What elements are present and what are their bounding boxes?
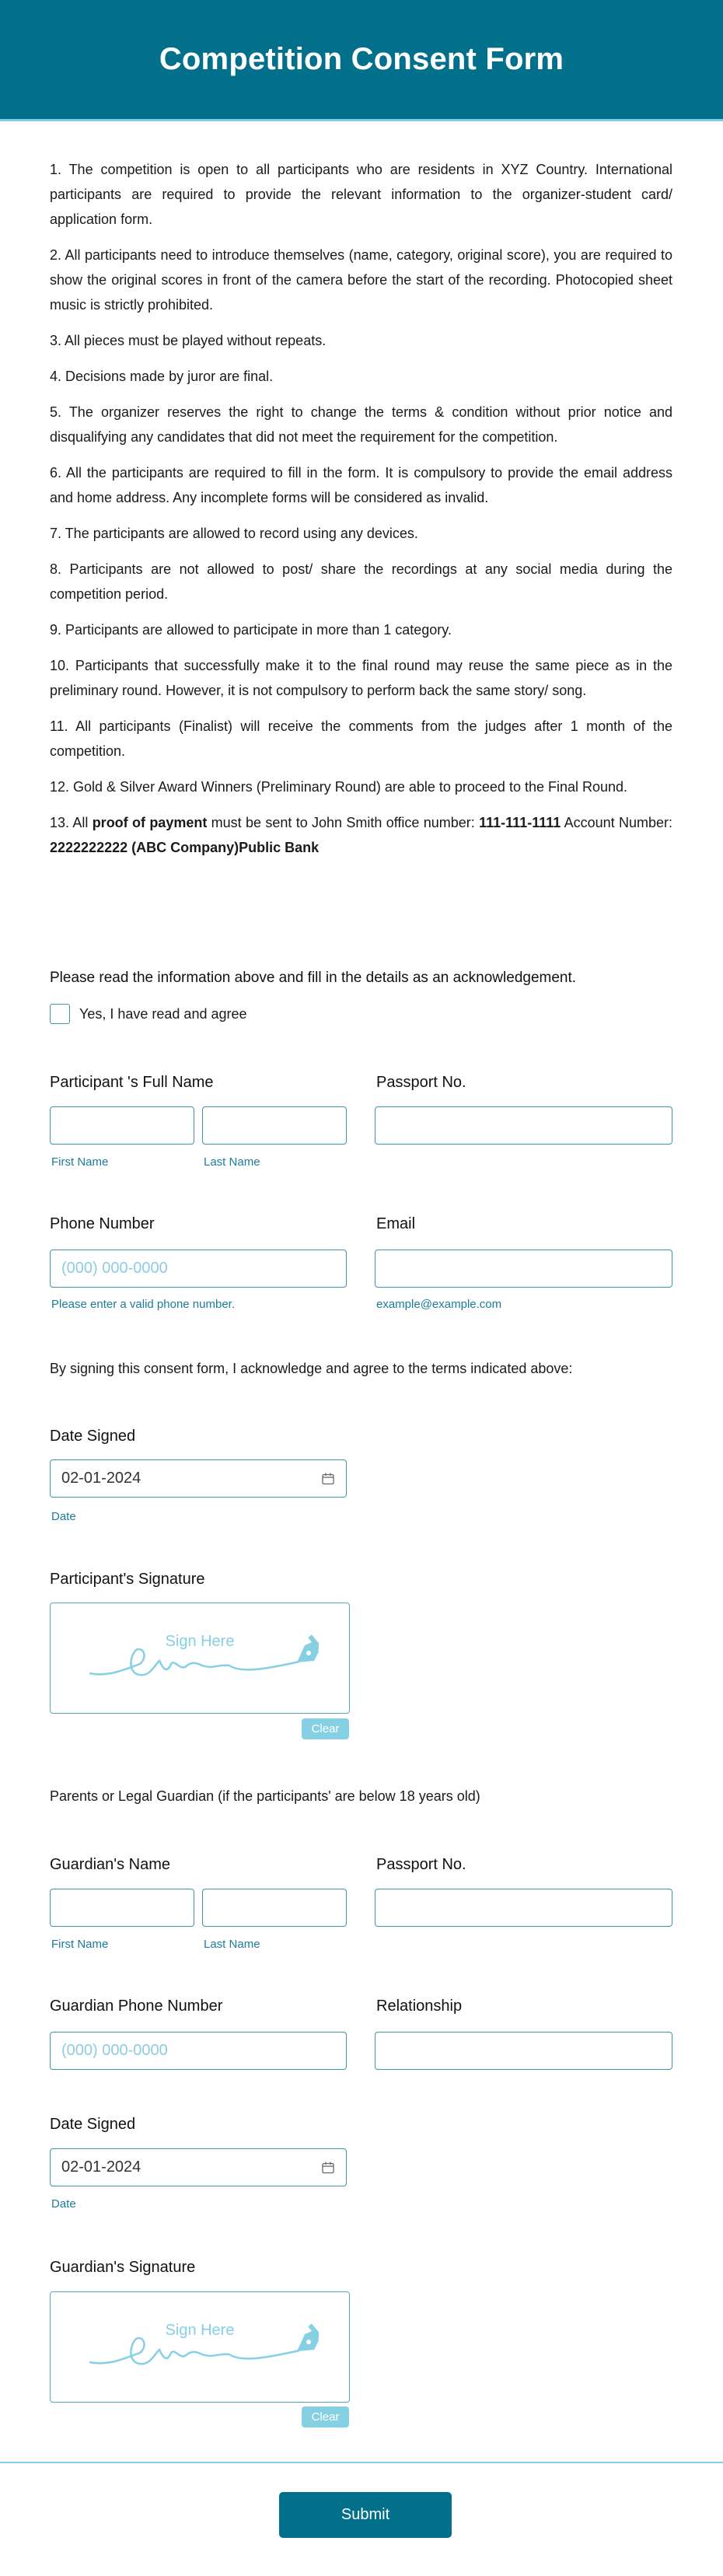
guardian-date-signed-label: Date Signed: [50, 2116, 136, 2133]
term-item: 10. Participants that successfully make it to the final round may reuse the same piece as in the preliminary round. However, it is not compulsory to perform back the same story/ song.: [50, 658, 672, 698]
guardian-first-name-input[interactable]: [50, 1889, 194, 1927]
term-bold: 2222222222 (ABC Company)Public Bank: [50, 840, 320, 855]
email-label: Email: [376, 1215, 416, 1232]
participant-clear-button[interactable]: Clear: [302, 1718, 349, 1739]
guardian-name-label: Guardian's Name: [50, 1856, 170, 1873]
term-item: 5. The organizer reserves the right to change the terms & condition without prior notice and disqualifying any candidates that did not meet the requirement for the competition.: [50, 404, 672, 445]
participant-signature-label: Participant's Signature: [50, 1571, 205, 1588]
date-sublabel: Date: [51, 1510, 76, 1523]
term-item: 2. All participants need to introduce themselves (name, category, original score), you are required to show the original scores in front of the camera before the start of the recording. Photocopied sheet music is strictly prohibited.: [50, 247, 672, 313]
consent-text: By signing this consent form, I acknowledge and agree to the terms indicated above:: [50, 1361, 573, 1376]
passport-input[interactable]: [375, 1106, 672, 1145]
guardian-signature-pad[interactable]: [50, 2291, 350, 2403]
guardian-date-value: 02-01-2024: [61, 2158, 141, 2176]
guardian-last-name-input[interactable]: [202, 1889, 347, 1927]
participant-last-name-input[interactable]: [202, 1106, 347, 1145]
term-bold: proof of payment: [92, 815, 208, 830]
sign-here-text: Sign Here: [165, 2322, 235, 2339]
terms-list: [50, 157, 672, 871]
phone-sublabel: Please enter a valid phone number.: [51, 1298, 235, 1311]
guardian-last-name-sublabel: Last Name: [204, 1938, 260, 1951]
phone-input[interactable]: [50, 1250, 347, 1288]
guardian-first-name-sublabel: First Name: [51, 1938, 109, 1951]
guardian-phone-input[interactable]: [50, 2032, 347, 2070]
submit-button[interactable]: Submit: [279, 2492, 452, 2538]
guardian-phone-label: Guardian Phone Number: [50, 1998, 223, 2015]
form-header: [0, 0, 723, 121]
calendar-icon[interactable]: [321, 2161, 335, 2175]
term-item: 1. The competition is open to all participants who are residents in XYZ Country. International participants are required to provide the relevant information to the organizer-student card/ application form.: [50, 162, 672, 227]
email-sublabel: example@example.com: [376, 1298, 502, 1311]
sign-here-text: Sign Here: [165, 1633, 235, 1650]
email-input[interactable]: [375, 1250, 672, 1288]
first-name-sublabel: First Name: [51, 1155, 109, 1169]
term-item: 4. Decisions made by juror are final.: [50, 369, 274, 384]
participant-first-name-input[interactable]: [50, 1106, 194, 1145]
date-signed-label: Date Signed: [50, 1428, 136, 1445]
term-item-13: [50, 810, 672, 860]
agree-checkbox-label[interactable]: Yes, I have read and agree: [79, 1005, 247, 1022]
footer-divider: [0, 2462, 723, 2463]
guardian-passport-input[interactable]: [375, 1889, 672, 1927]
passport-label: Passport No.: [376, 1074, 466, 1091]
agree-checkbox-row[interactable]: [50, 1004, 247, 1024]
date-value: 02-01-2024: [61, 1470, 141, 1487]
guardian-passport-label: Passport No.: [376, 1856, 466, 1873]
relationship-label: Relationship: [376, 1998, 463, 2015]
guardian-signature-label: Guardian's Signature: [50, 2259, 196, 2276]
guardian-phone-placeholder: (000) 000-0000: [61, 2042, 168, 2059]
guardian-clear-button[interactable]: Clear: [302, 2406, 349, 2427]
relationship-input[interactable]: [375, 2032, 672, 2070]
term-item: 11. All participants (Finalist) will receive the comments from the judges after 1 month of the competition.: [50, 718, 672, 759]
term-item: 3. All pieces must be played without repeats.: [50, 333, 327, 348]
signature-pen-icon: [86, 2323, 319, 2378]
signature-pen-icon: [86, 1634, 319, 1689]
date-signed-input[interactable]: [50, 1459, 347, 1498]
guardian-date-signed-input[interactable]: [50, 2148, 347, 2186]
term-text: Account Number:: [561, 815, 672, 830]
phone-placeholder: (000) 000-0000: [61, 1260, 168, 1277]
agree-checkbox[interactable]: [50, 1004, 70, 1024]
phone-label: Phone Number: [50, 1215, 155, 1232]
term-text: 13. All: [50, 815, 93, 830]
term-bold: 111-111-1111: [479, 815, 561, 830]
term-item: 12. Gold & Silver Award Winners (Preliminary Round) are able to proceed to the Final Round.: [50, 779, 628, 795]
term-item: 8. Participants are not allowed to post/ share the recordings at any social media during the competition period.: [50, 561, 672, 602]
term-item: 9. Participants are allowed to participate in more than 1 category.: [50, 622, 452, 638]
last-name-sublabel: Last Name: [204, 1155, 260, 1169]
guardian-date-sublabel: Date: [51, 2197, 76, 2211]
calendar-icon[interactable]: [321, 1472, 335, 1486]
guardian-intro: Parents or Legal Guardian (if the participants' are below 18 years old): [50, 1788, 480, 1804]
term-item: 6. All the participants are required to fill in the form. It is compulsory to provide the email address and home address. Any incomplete forms will be considered as invalid.: [50, 465, 672, 505]
participant-signature-pad[interactable]: [50, 1603, 350, 1714]
ack-heading: Please read the information above and fill in the details as an acknowledgement.: [50, 970, 577, 986]
participant-name-label: Participant 's Full Name: [50, 1074, 214, 1091]
page-title: Competition Consent Form: [159, 42, 564, 76]
term-item: 7. The participants are allowed to record using any devices.: [50, 526, 418, 541]
term-text: must be sent to John Smith office number:: [207, 815, 480, 830]
